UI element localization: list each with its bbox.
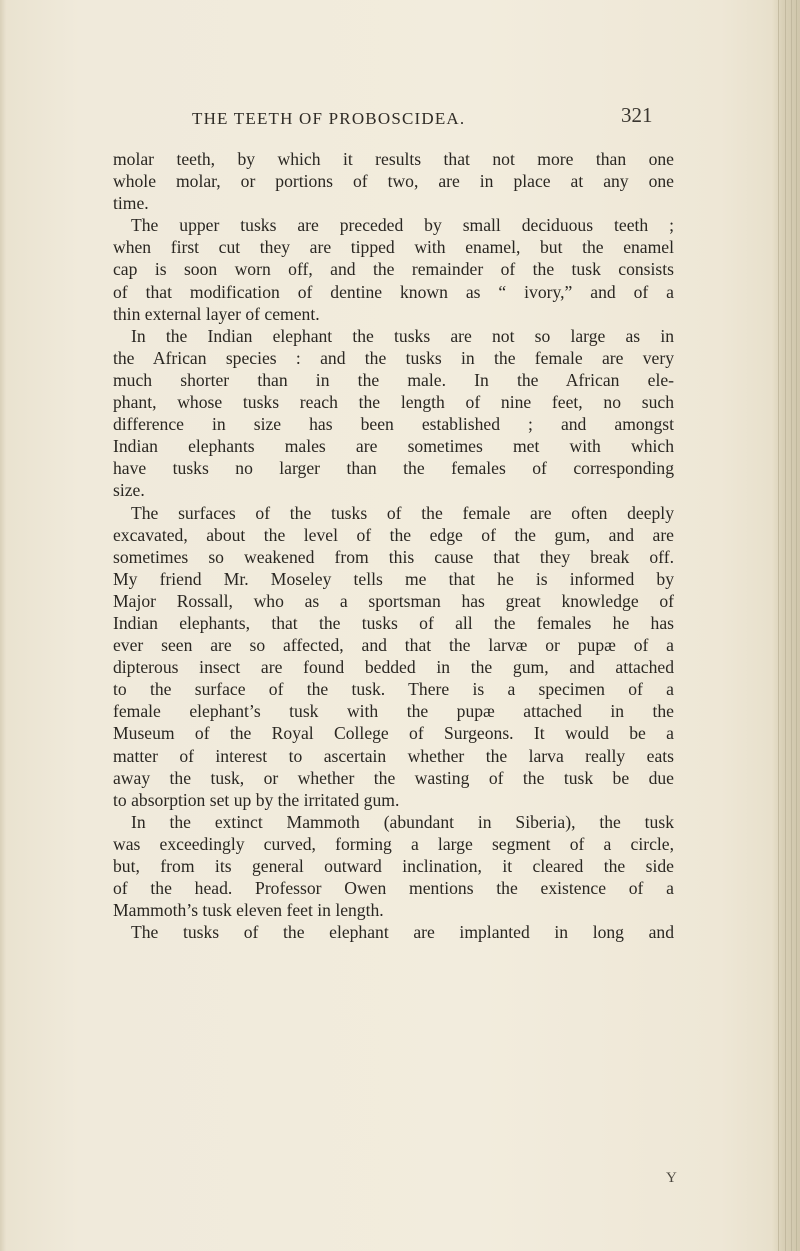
text-line: whole molar, or portions of two, are in place at any one [113, 171, 674, 192]
text-line: dipterous insect are found bedded in the gum, and attached [113, 657, 674, 678]
text-line: away the tusk, or whether the wasting of the tusk be due [113, 767, 674, 788]
text-line: matter of interest to ascertain whether the larva really eats [113, 745, 674, 766]
text-line: My friend Mr. Moseley tells me that he is informed by [113, 568, 674, 589]
text-line: molar teeth, by which it results that not more than one [113, 149, 674, 169]
gutter-line [785, 0, 786, 1251]
text-line: of the head. Professor Owen mentions the existence of a [113, 878, 674, 899]
page-number: 321 [621, 103, 653, 127]
text-line: Museum of the Royal College of Surgeons. It would be a [113, 723, 674, 744]
signature-mark: Y [666, 1170, 677, 1186]
text-line: female elephant’s tusk with the pupæ attached in the [113, 701, 674, 722]
gutter-line [796, 0, 797, 1251]
text-line: The surfaces of the tusks of the female are often deeply [131, 502, 674, 523]
text-line: thin external layer of cement. [113, 303, 320, 324]
text-line: The tusks of the elephant are implanted in long and [131, 922, 674, 943]
text-line: have tusks no larger than the females of corresponding [113, 458, 674, 479]
gutter-line [791, 0, 792, 1251]
text-line: to the surface of the tusk. There is a specimen of a [113, 679, 674, 700]
body-text [113, 148, 674, 943]
text-line: size. [113, 480, 145, 501]
text-line: much shorter than in the male. In the African ele- [113, 369, 674, 390]
text-line: Mammoth’s tusk eleven feet in length. [113, 900, 384, 921]
text-line: The upper tusks are preceded by small deciduous teeth ; [131, 215, 674, 236]
page-gutter [772, 0, 800, 1251]
text-line: difference in size has been established ; and amongst [113, 414, 674, 435]
text-line: Indian elephants males are sometimes met with which [113, 436, 674, 457]
text-line: time. [113, 193, 149, 214]
text-line: was exceedingly curved, forming a large segment of a circle, [113, 833, 674, 854]
text-line: Indian elephants, that the tusks of all the females he has [113, 612, 674, 633]
text-line: the African species : and the tusks in the female are very [113, 347, 674, 368]
text-line: phant, whose tusks reach the length of nine feet, no such [113, 392, 674, 413]
running-head: THE TEETH OF PROBOSCIDEA. [192, 109, 466, 128]
text-line: excavated, about the level of the edge of the gum, and are [113, 524, 674, 545]
text-line: to absorption set up by the irritated gum. [113, 789, 400, 810]
text-line: sometimes so weakened from this cause that they break off. [113, 546, 674, 567]
text-line: In the extinct Mammoth (abundant in Siberia), the tusk [131, 811, 674, 832]
text-line: of that modification of dentine known as “ ivory,” and of a [113, 281, 674, 302]
page-left-edge [0, 0, 6, 1251]
gutter-line [778, 0, 779, 1251]
text-line: ever seen are so affected, and that the larvæ or pupæ of a [113, 635, 674, 656]
text-line: Major Rossall, who as a sportsman has great knowledge of [113, 590, 674, 611]
text-line: In the Indian elephant the tusks are not so large as in [131, 325, 674, 346]
text-line: when first cut they are tipped with enamel, but the enamel [113, 237, 674, 258]
text-line: cap is soon worn off, and the remainder of the tusk consists [113, 259, 674, 280]
text-line: but, from its general outward inclination, it cleared the side [113, 856, 674, 876]
